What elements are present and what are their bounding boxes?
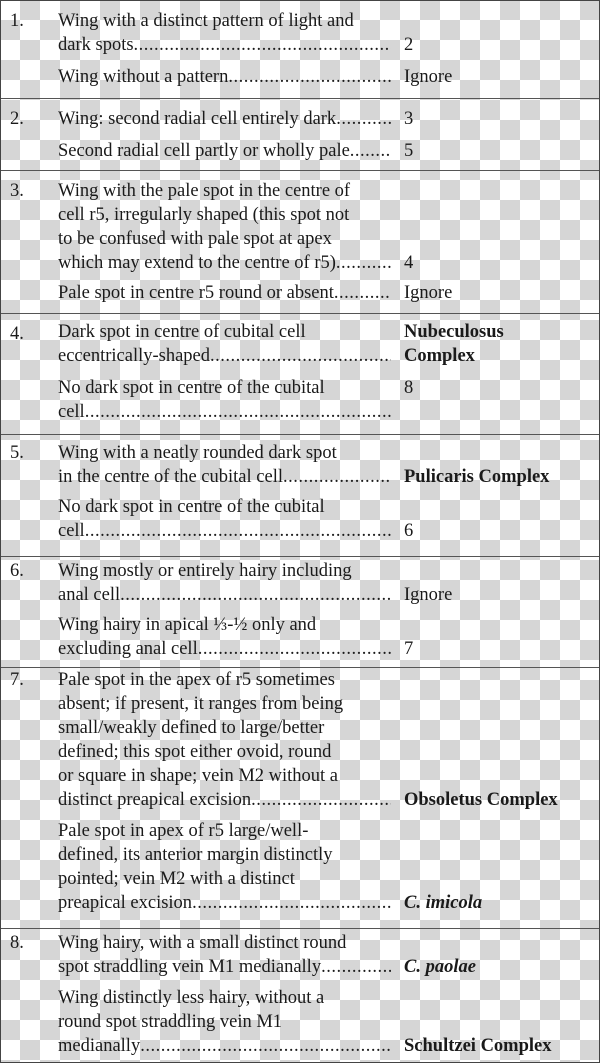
couplet-number: 4. (10, 324, 24, 344)
lead-7a (58, 668, 598, 812)
lead-6b (58, 613, 598, 661)
lead-result: Ignore (404, 283, 453, 303)
lead-text: anal cell ..... (58, 583, 391, 607)
lead-result: Nubeculosus (404, 322, 504, 342)
lead-result: C. imicola (404, 893, 483, 913)
lead-text: Wing hairy, with a small distinct round (58, 933, 347, 953)
lead-5b (58, 495, 598, 543)
lead-text: defined, its anterior margin distinctly (58, 845, 333, 865)
couplet-2 (1, 98, 599, 171)
lead-result: 3 (404, 109, 414, 129)
lead-text: absent; if present, it ranges from being (58, 694, 344, 714)
lead-text: distinct preapical excision ..... (58, 788, 391, 812)
lead-7b (58, 819, 598, 915)
couplet-8 (1, 928, 599, 1063)
lead-result: C. paolae (404, 957, 476, 977)
lead-result: 6 (404, 521, 414, 541)
lead-result: 8 (404, 378, 414, 398)
lead-1b (58, 65, 598, 89)
lead-text: Wing mostly or entirely hairy including (58, 561, 352, 581)
lead-text: Wing without a pattern ..... (58, 65, 391, 89)
lead-result: Pulicaris Complex (404, 467, 550, 487)
lead-text: excluding anal cell ..... (58, 637, 391, 661)
lead-text: defined; this spot either ovoid, round (58, 742, 332, 762)
lead-text: small/weakly defined to large/better (58, 718, 325, 738)
couplet-7 (1, 667, 599, 929)
couplet-number: 3. (10, 181, 24, 201)
lead-4a (58, 320, 598, 368)
lead-result: Ignore (404, 67, 453, 87)
lead-text: which may extend to the centre of r5) ..... (58, 251, 391, 275)
lead-text: Wing with a distinct pattern of light and (58, 11, 354, 31)
lead-text: Pale spot in apex of r5 large/well- (58, 821, 309, 841)
lead-text: No dark spot in centre of the cubital (58, 378, 325, 398)
couplet-number: 1. (10, 11, 24, 31)
lead-text: medianally ..... (58, 1034, 391, 1058)
couplet-number: 6. (10, 561, 24, 581)
lead-text: No dark spot in centre of the cubital (58, 497, 325, 517)
couplet-number: 8. (10, 933, 24, 953)
lead-result: Schultzei Complex (404, 1036, 552, 1056)
couplet-number: 7. (10, 670, 24, 690)
lead-result: Ignore (404, 585, 453, 605)
lead-text: cell ..... (58, 519, 391, 543)
lead-text: Wing hairy in apical ⅓-½ only and (58, 615, 317, 635)
lead-text: Wing: second radial cell entirely dark ..... (58, 107, 391, 131)
lead-6a (58, 559, 598, 607)
lead-text: Second radial cell partly or wholly pale ..... (58, 139, 391, 163)
lead-1a (58, 9, 598, 57)
lead-text: eccentrically-shaped ..... (58, 344, 391, 368)
couplet-5 (1, 434, 599, 557)
lead-text: to be confused with pale spot at apex (58, 229, 332, 249)
couplet-4 (1, 313, 599, 435)
lead-text: spot straddling vein M1 medianally ..... (58, 955, 391, 979)
lead-text: pointed; vein M2 with a distinct (58, 869, 295, 889)
couplet-number: 5. (10, 443, 24, 463)
lead-result: 4 (404, 253, 414, 273)
lead-result: Obsoletus Complex (404, 790, 558, 810)
lead-result: 5 (404, 141, 414, 161)
lead-text: Pale spot in centre r5 round or absent ..... (58, 281, 391, 305)
lead-text: Wing distinctly less hairy, without a (58, 988, 325, 1008)
lead-result: Complex (404, 346, 475, 366)
lead-text: Pale spot in the apex of r5 sometimes (58, 670, 335, 690)
lead-3a (58, 179, 598, 275)
lead-text: preapical excision ..... (58, 891, 391, 915)
lead-text: Wing with the pale spot in the centre of (58, 181, 351, 201)
lead-5a (58, 441, 598, 489)
couplet-3 (1, 170, 599, 314)
lead-result: 7 (404, 639, 414, 659)
lead-text: dark spots ..... (58, 33, 391, 57)
lead-text: cell ..... (58, 400, 391, 424)
lead-2b (58, 139, 598, 163)
lead-text: Dark spot in centre of cubital cell (58, 322, 306, 342)
lead-8b (58, 986, 598, 1058)
couplet-6 (1, 556, 599, 668)
lead-3b (58, 281, 598, 305)
lead-text: Wing with a neatly rounded dark spot (58, 443, 337, 463)
lead-4b (58, 376, 598, 424)
lead-8a (58, 931, 598, 979)
couplet-number: 2. (10, 109, 24, 129)
lead-result: 2 (404, 35, 414, 55)
couplet-1 (1, 1, 599, 98)
lead-text: in the centre of the cubital cell ..... (58, 465, 391, 489)
lead-text: or square in shape; vein M2 without a (58, 766, 339, 786)
lead-text: round spot straddling vein M1 (58, 1012, 283, 1032)
lead-text: cell r5, irregularly shaped (this spot not (58, 205, 350, 225)
lead-2a (58, 107, 598, 131)
